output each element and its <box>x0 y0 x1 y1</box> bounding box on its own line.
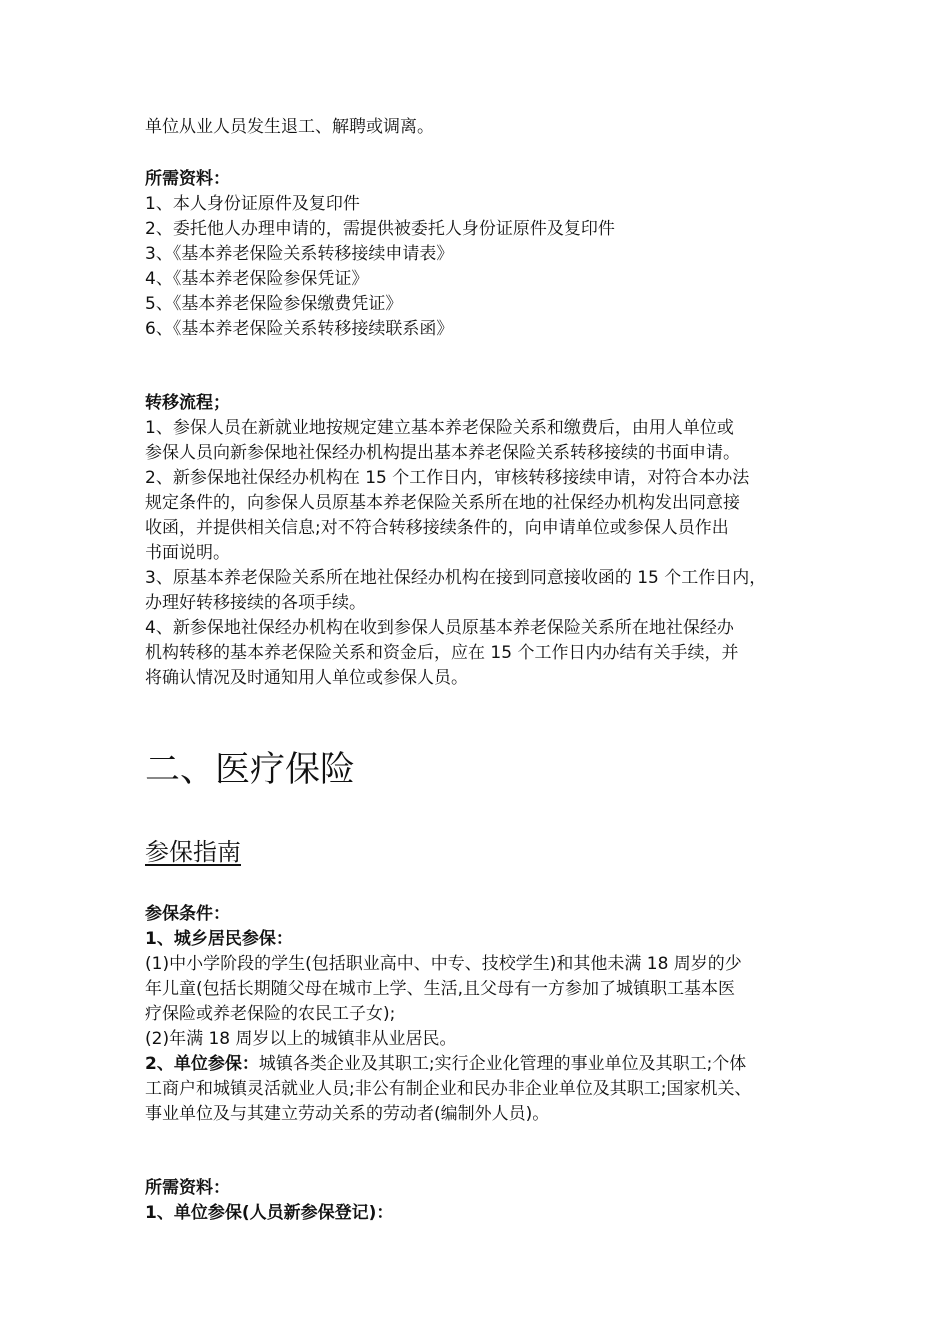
urban-rural-line: (2)年满 18 周岁以上的城镇非从业居民。 <box>145 1029 457 1049</box>
transfer-heading: 转移流程； <box>145 393 230 413</box>
materials-item-2: 1、单位参保(人员新参保登记)： <box>145 1203 394 1223</box>
materials-item: 4、《基本养老保险参保凭证》 <box>145 269 369 289</box>
unit-insurance-line: 事业单位及与其建立劳动关系的劳动者(编制外人员)。 <box>145 1104 550 1124</box>
materials-heading-2: 所需资料： <box>145 1178 230 1198</box>
unit-insurance-line: 工商户和城镇灵活就业人员;非公有制企业和民办非企业单位及其职工;国家机关、 <box>145 1079 752 1099</box>
transfer-line: 3、原基本养老保险关系所在地社保经办机构在接到同意接收函的 15 个工作日内， <box>145 568 767 588</box>
urban-rural-line: 年儿童(包括长期随父母在城市上学、生活,且父母有一方参加了城镇职工基本医 <box>145 979 736 999</box>
transfer-line: 规定条件的，向参保人员原基本养老保险关系所在地的社保经办机构发出同意接 <box>145 493 740 513</box>
section-title: 二、医疗保险 <box>145 750 356 790</box>
transfer-line: 将确认情况及时通知用人单位或参保人员。 <box>145 668 468 688</box>
transfer-line: 书面说明。 <box>145 543 230 563</box>
conditions-heading: 参保条件： <box>145 904 230 924</box>
urban-rural-line: (1)中小学阶段的学生(包括职业高中、中专、技校学生)和其他未满 18 周岁的少 <box>145 954 742 974</box>
intro-line: 单位从业人员发生退工、解聘或调离。 <box>145 117 434 137</box>
materials-item: 3、《基本养老保险关系转移接续申请表》 <box>145 244 454 264</box>
materials-item: 5、《基本养老保险参保缴费凭证》 <box>145 294 403 314</box>
transfer-line: 办理好转移接续的各项手续。 <box>145 593 366 613</box>
unit-insurance-label: 2、单位参保： <box>145 1054 259 1074</box>
transfer-line: 4、新参保地社保经办机构在收到参保人员原基本养老保险关系所在地社保经办 <box>145 618 734 638</box>
unit-insurance-text: 城镇各类企业及其职工;实行企业化管理的事业单位及其职工;个体 <box>258 1054 747 1074</box>
urban-rural-heading: 1、城乡居民参保： <box>145 929 293 949</box>
materials-heading: 所需资料： <box>145 169 230 189</box>
unit-insurance-line <box>145 1052 746 1077</box>
urban-rural-line: 疗保险或养老保险的农民工子女); <box>145 1004 396 1024</box>
subsection-title: 参保指南 <box>145 838 241 866</box>
transfer-line: 参保人员向新参保地社保经办机构提出基本养老保险关系转移接续的书面申请。 <box>145 443 740 463</box>
materials-item: 6、《基本养老保险关系转移接续联系函》 <box>145 319 454 339</box>
transfer-line: 收函，并提供相关信息;对不符合转移接续条件的，向申请单位或参保人员作出 <box>145 518 729 538</box>
materials-item: 2、委托他人办理申请的，需提供被委托人身份证原件及复印件 <box>145 219 615 239</box>
transfer-line: 2、新参保地社保经办机构在 15 个工作日内，审核转移接续申请，对符合本办法 <box>145 468 750 488</box>
materials-item: 1、本人身份证原件及复印件 <box>145 194 360 214</box>
transfer-line: 1、参保人员在新就业地按规定建立基本养老保险关系和缴费后，由用人单位或 <box>145 418 734 438</box>
transfer-line: 机构转移的基本养老保险关系和资金后，应在 15 个工作日内办结有关手续，并 <box>145 643 739 663</box>
